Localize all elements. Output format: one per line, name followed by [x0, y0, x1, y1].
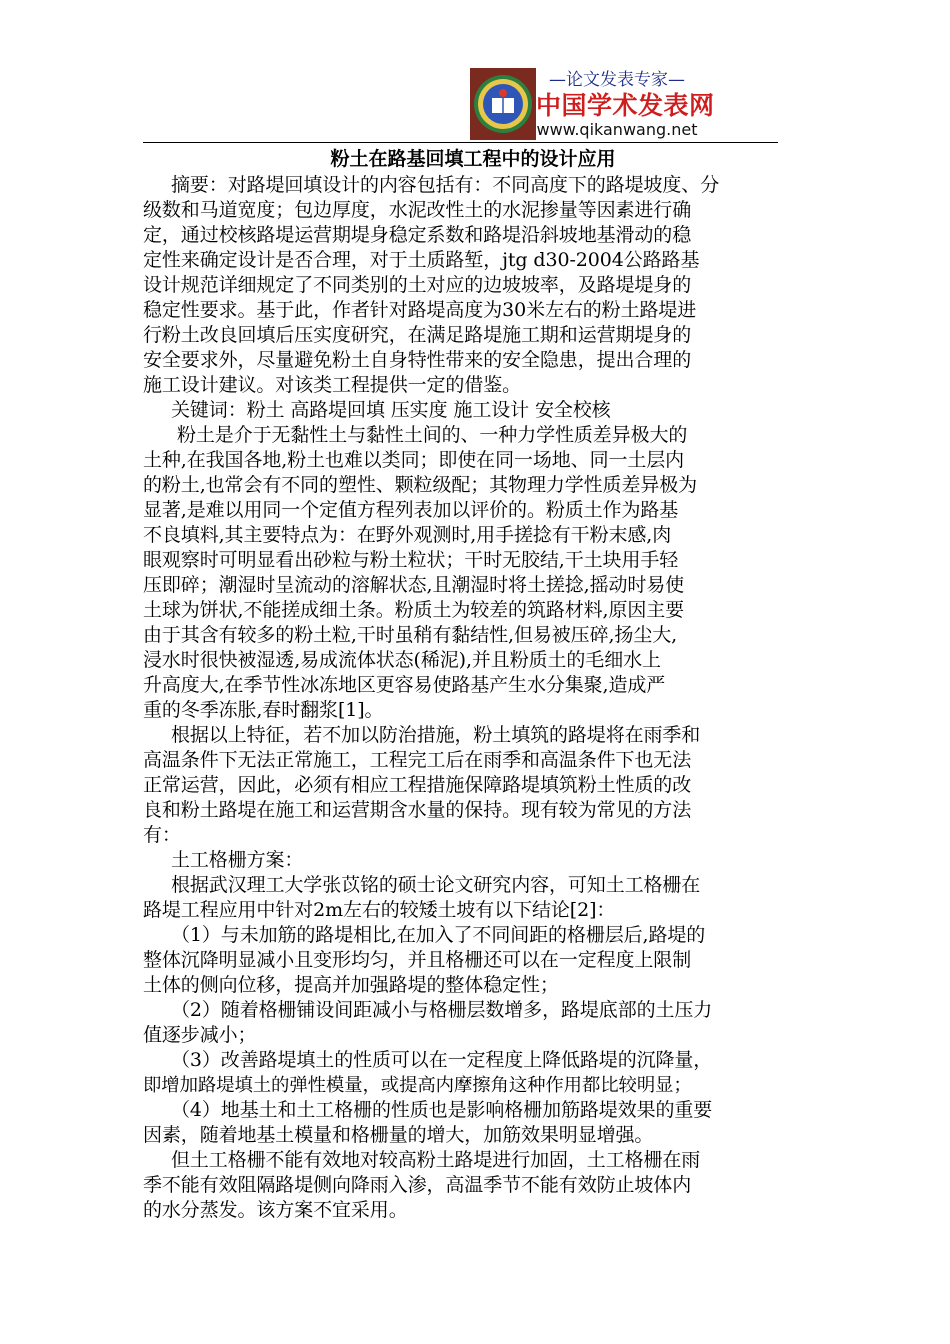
document-body: [143, 145, 803, 1223]
paragraph-line: （2）随着格栅铺设间距减小与格栅层数增多，路堤底部的土压力: [171, 999, 713, 1021]
abstract-line: 摘要：对路堤回填设计的内容包括有：不同高度下的路堤坡度、分: [171, 174, 720, 196]
scheme-heading: 土工格栅方案：: [171, 849, 304, 871]
keywords: 关键词：粉土 高路堤回填 压实度 施工设计 安全校核: [171, 399, 611, 421]
paragraph-line: 升高度大,在季节性冰冻地区更容易使路基产生水分集聚,造成严: [143, 674, 666, 696]
paragraph-line: 有：: [143, 824, 181, 846]
conclusion-item-4: [143, 1098, 803, 1148]
paragraph-geogrid-study: [143, 873, 803, 923]
paragraph-line: 即增加路堤填土的弹性模量，或提高内摩擦角这种作用都比较明显；: [143, 1075, 692, 1096]
logo-slogan: —论文发表专家—: [549, 70, 685, 90]
abstract-line: 定性来确定设计是否合理，对于土质路堑，jtg d30-2004公路路基: [143, 249, 700, 271]
paragraph-line: （3）改善路堤填土的性质可以在一定程度上降低路堤的沉降量，: [171, 1049, 713, 1071]
paragraph-line: 良和粉土路堤在施工和运营期含水量的保持。现有较为常见的方法: [143, 799, 692, 821]
logo-site-name: 中国学术发表网: [536, 91, 715, 120]
paragraph-measures: [143, 723, 803, 848]
abstract-line: 安全要求外，尽量避免粉土自身特性带来的安全隐患，提出合理的: [143, 349, 692, 371]
paragraph-line: 土种,在我国各地,粉土也难以类同；即使在同一场地、同一土层内: [143, 449, 685, 471]
conclusion-item-3: [143, 1048, 803, 1098]
paragraph-line: 但土工格栅不能有效地对较高粉土路堤进行加固，土工格栅在雨: [171, 1149, 701, 1171]
paragraph-geogrid-conclusion: [143, 1148, 803, 1223]
paragraph-line: 整体沉降明显减小且变形均匀，并且格栅还可以在一定程度上限制: [143, 949, 692, 971]
paragraph-line: 根据武汉理工大学张苡铭的硕士论文研究内容，可知土工格栅在: [171, 874, 701, 896]
abstract-line: 行粉土改良回填后压实度研究，在满足路堤施工期和运营期堤身的: [143, 324, 692, 346]
journal-seal-icon: [470, 68, 536, 140]
conclusion-item-1: [143, 923, 803, 998]
paragraph-line: 土球为饼状,不能搓成细土条。粉质土为较差的筑路材料,原因主要: [143, 599, 685, 621]
paragraph-line: 粉土是介于无黏性土与黏性土间的、一种力学性质差异极大的: [177, 424, 688, 446]
paragraph-line: 因素，随着地基土模量和格栅量的增大，加筋效果明显增强。: [143, 1124, 654, 1146]
conclusion-item-2: [143, 998, 803, 1048]
abstract-line: 设计规范详细规定了不同类别的土对应的边坡坡率，及路堤堤身的: [143, 274, 692, 296]
paragraph-line: （4）地基土和土工格栅的性质也是影响格栅加筋路堤效果的重要: [171, 1099, 713, 1121]
paragraph-line: 的粉土,也常会有不同的塑性、颗粒级配；其物理力学性质差异极为: [143, 474, 698, 496]
abstract-line: 定，通过校核路堤运营期堤身稳定系数和路堤沿斜坡地基滑动的稳: [143, 224, 692, 246]
abstract-line: 级数和马道宽度；包边厚度，水泥改性土的水泥掺量等因素进行确: [143, 199, 692, 221]
paragraph-line: 重的冬季冻胀,春时翻浆[1]。: [143, 699, 384, 721]
document-title: 粉土在路基回填工程中的设计应用: [330, 148, 616, 170]
paragraph-line: 土体的侧向位移，提高并加强路堤的整体稳定性；: [143, 974, 559, 996]
paragraph-line: 的水分蒸发。该方案不宜采用。: [143, 1199, 408, 1221]
abstract-line: 稳定性要求。基于此，作者针对路堤高度为30米左右的粉土路堤进: [143, 299, 697, 321]
paragraph-line: 季不能有效阻隔路堤侧向降雨入渗，高温季节不能有效防止坡体内: [143, 1174, 692, 1196]
paragraph-line: 浸水时很快被湿透,易成流体状态(稀泥),并且粉质土的毛细水上: [143, 649, 661, 671]
paragraph-line: 压即碎；潮湿时呈流动的溶解状态,且潮湿时将土搓捻,摇动时易使: [143, 574, 685, 596]
paragraph-line: 不良填料,其主要特点为：在野外观测时,用手搓捻有干粉末感,肉: [143, 524, 672, 546]
paragraph-line: 高温条件下无法正常施工，工程完工后在雨季和高温条件下也无法: [143, 749, 692, 771]
paragraph-line: 根据以上特征，若不加以防治措施，粉土填筑的路堤将在雨季和: [171, 724, 701, 746]
abstract: [143, 173, 803, 398]
paragraph-silt-properties: [143, 423, 803, 723]
paragraph-line: 由于其含有较多的粉土粒,干时虽稍有黏结性,但易被压碎,扬尘大,: [143, 624, 678, 646]
paragraph-line: 眼观察时可明显看出砂粒与粉土粒状；干时无胶结,干土块用手轻: [143, 549, 679, 571]
site-logo[interactable]: [470, 68, 715, 140]
paragraph-line: 显著,是难以用同一个定值方程列表加以评价的。粉质土作为路基: [143, 499, 679, 521]
paragraph-line: （1）与未加筋的路堤相比,在加入了不同间距的格栅层后,路堤的: [171, 924, 706, 946]
paragraph-line: 正常运营，因此，必须有相应工程措施保障路堤填筑粉土性质的改: [143, 774, 692, 796]
paragraph-line: 路堤工程应用中针对2m左右的较矮土坡有以下结论[2]：: [143, 899, 616, 921]
header-divider: [143, 142, 778, 143]
paragraph-line: 值逐步减小；: [143, 1024, 257, 1046]
logo-url: www.qikanwang.net: [536, 120, 698, 139]
abstract-line: 施工设计建议。对该类工程提供一定的借鉴。: [143, 374, 522, 396]
